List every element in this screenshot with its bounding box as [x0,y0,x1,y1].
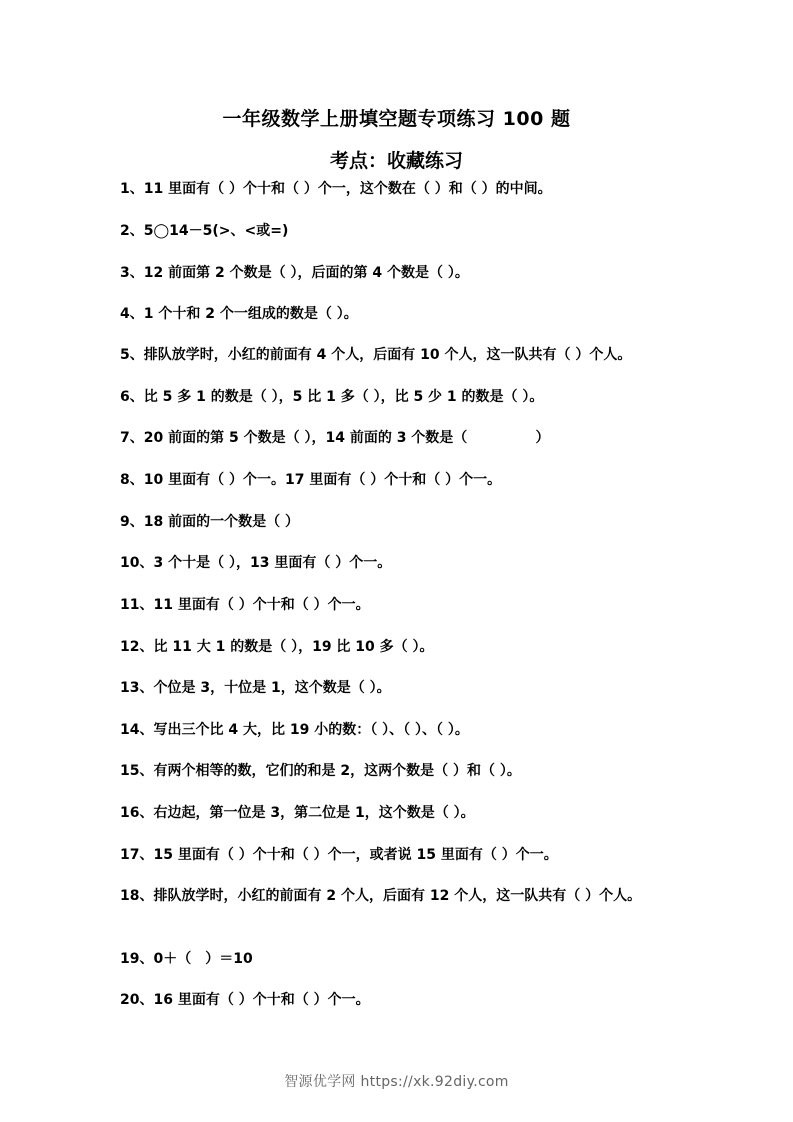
question-10: 10、3 个十是（ ），13 里面有（ ）个一。 [120,555,392,571]
question-1: 1、11 里面有（ ）个十和（ ）个一，这个数在（ ）和（ ）的中间。 [120,181,552,197]
page-title: 一年级数学上册填空题专项练习 100 题 [222,108,571,130]
question-15: 15、有两个相等的数，它们的和是 2，这两个数是（ ）和（ ）。 [120,763,521,779]
question-3: 3、12 前面第 2 个数是（ ），后面的第 4 个数是（ ）。 [120,265,469,281]
question-18: 18、排队放学时，小红的前面有 2 个人，后面有 12 个人，这一队共有（ ）个人。 [120,888,642,904]
question-9: 9、18 前面的一个数是（ ） [120,514,299,530]
question-20: 20、16 里面有（ ）个十和（ ）个一。 [120,992,370,1008]
question-8: 8、10 里面有（ ）个一。17 里面有（ ）个十和（ ）个一。 [120,472,502,488]
question-11: 11、11 里面有（ ）个十和（ ）个一。 [120,597,370,613]
question-12: 12、比 11 大 1 的数是（ ），19 比 10 多（ ）。 [120,639,434,655]
question-13: 13、个位是 3，十位是 1，这个数是（ ）。 [120,680,391,696]
question-16: 16、右边起，第一位是 3，第二位是 1，这个数是（ ）。 [120,805,475,821]
question-7: 7、20 前面的第 5 个数是（ ），14 前面的 3 个数是（ ） [120,430,550,446]
question-14: 14、写出三个比 4 大，比 19 小的数：（ ）、（ ）、（ ）。 [120,722,469,738]
question-17: 17、15 里面有（ ）个十和（ ）个一，或者说 15 里面有（ ）个一。 [120,847,558,863]
page-subtitle: 考点：收藏练习 [329,150,463,172]
question-4: 4、1 个十和 2 个一组成的数是（ ）。 [120,306,358,322]
question-6: 6、比 5 多 1 的数是（ ），5 比 1 多（ ），比 5 少 1 的数是（ ）。 [120,389,544,405]
question-19: 19、0＋（ ）＝10 [120,951,253,967]
watermark-footer: 智源优学网 https://xk.92diy.com [284,1074,509,1090]
question-5: 5、排队放学时，小红的前面有 4 个人，后面有 10 个人，这一队共有（ ）个人。 [120,347,632,363]
question-2: 2、5◯14－5(>、<或=) [120,223,289,239]
